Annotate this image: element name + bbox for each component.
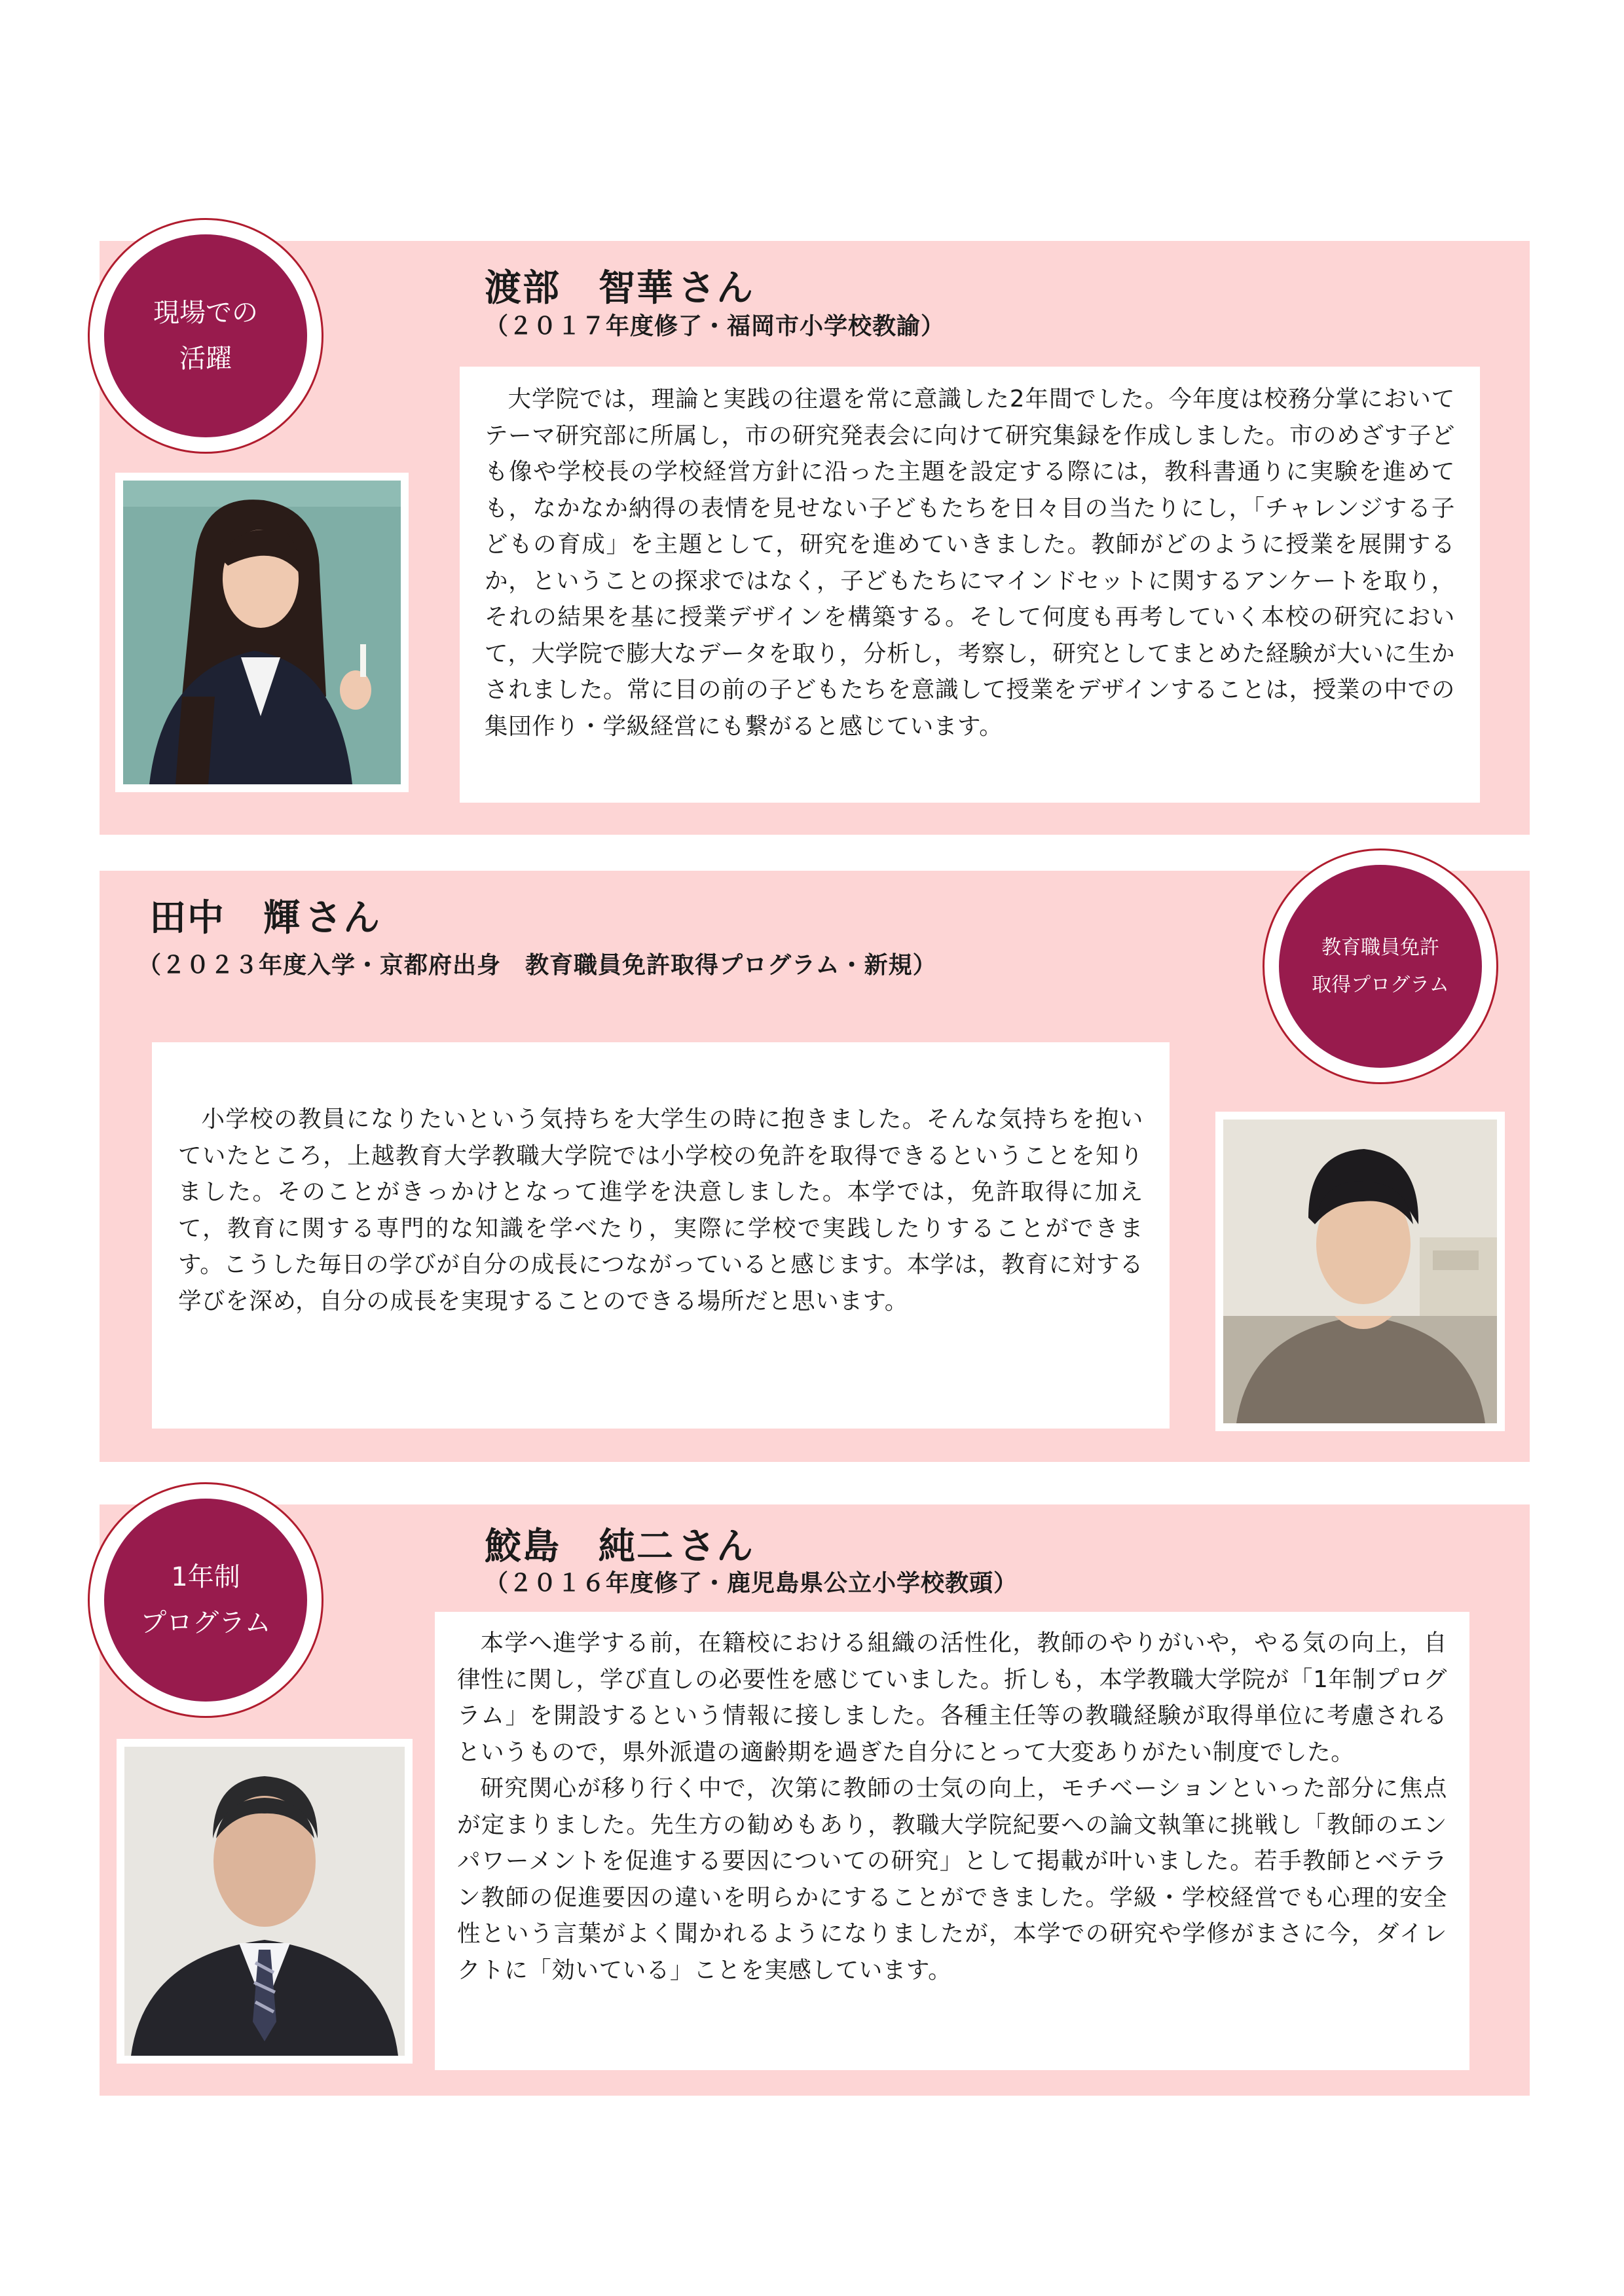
badge-ring bbox=[1263, 848, 1498, 1084]
profile-name: 渡部 智華 さん bbox=[485, 267, 754, 310]
man-in-suit-portrait-photo bbox=[124, 1747, 405, 2056]
badge-line: 現場での bbox=[153, 298, 258, 328]
profile-name: 田中 輝 さん bbox=[149, 897, 381, 939]
profile-text-box bbox=[460, 367, 1480, 803]
profile-paragraph: 大学院では，理論と実践の往還を常に意識した2年間でした。今年度は校務分掌においてテーマ研究部に所属し，市の研究発表会に向けて研究集録を作成しました。市のめざす子ども像や学校長の学校経営方針に沿った主題を設定する際には，教科書通りに実験を進めても，なかなか納得の表情を見せない子どもたちを日々目の当たりにし，「チャレンジする子どもの育成」を主題として，研究を進めていきました。教師がどのように授業を展開するか，ということの探求ではなく，子どもたちにマインドセットに関するアンケートを取り，それの結果を基に授業デザインを構築する。そして何度も再考していく本校の研究において，大学院で膨大なデータを取り，分析し，考察し，研究としてまとめた経験が大いに生かされました。常に目の前の子どもたちを意識して授業をデザインすることは，授業の中での集団作り・学級経営にも繋がると感じています。 bbox=[485, 386, 1455, 740]
badge-line: プログラム bbox=[140, 1608, 271, 1638]
profile-photo-frame bbox=[117, 1739, 413, 2064]
woman-at-chalkboard-photo bbox=[123, 481, 401, 784]
profile-photo-frame bbox=[1215, 1112, 1505, 1431]
profile-subtitle: （２０２３年度入学・京都府出身 教育職員免許取得プログラム・新規） bbox=[138, 952, 937, 979]
badge-teaching-license-program bbox=[1279, 865, 1482, 1068]
profile-text-box bbox=[152, 1042, 1170, 1429]
profile-photo-frame bbox=[115, 473, 409, 792]
profile-text-box bbox=[435, 1612, 1469, 2070]
profile-paragraph: 研究関心が移り行く中で，次第に教師の士気の向上，モチベーションといった部分に焦点が定まりました。先生方の勧めもあり，教職大学院紀要への論文執筆に挑戦し「教師のエンパワーメントを促進する要因についての研究」として掲載が叶いました。若手教師とベテラン教師の促進要因の違いを明らかにすることができました。学級・学校経営でも心理的安全性という言葉がよく聞かれるようになりましたが，本学での研究や学修がまさに今，ダイレクトに「効いている」ことを実感しています。 bbox=[457, 1775, 1447, 1984]
badge-ring bbox=[88, 218, 323, 454]
badge-line: 1年制 bbox=[171, 1562, 240, 1592]
badge-line: 取得プログラム bbox=[1312, 974, 1449, 996]
profile-subtitle: （２０１７年度修了・福岡市小学校教諭） bbox=[485, 313, 946, 340]
badge-line: 活躍 bbox=[179, 344, 232, 374]
badge-field-activity bbox=[104, 234, 307, 437]
young-man-portrait-photo bbox=[1223, 1120, 1497, 1423]
badge-ring bbox=[88, 1482, 323, 1718]
profile-paragraph: 本学へ進学する前，在籍校における組織の活性化，教師のやりがいや，やる気の向上，自律性に関し，学び直しの必要性を感じていました。折しも，本学教職大学院が「1年制プログラム」を開設するという情報に接しました。各種主任等の教職経験が取得単位に考慮されるというもので，県外派遣の適齢期を過ぎた自分にとって大変ありがたい制度でした。 bbox=[457, 1630, 1447, 1766]
profile-subtitle: （２０１６年度修了・鹿児島県公立小学校教頭） bbox=[485, 1570, 1018, 1597]
profile-paragraph: 小学校の教員になりたいという気持ちを大学生の時に抱きました。そんな気持ちを抱いていたところ，上越教育大学教職大学院では小学校の免許を取得できるということを知りました。そのことがきっかけとなって進学を決意しました。本学では，免許取得に加えて，教育に関する専門的な知識を学べたり，実際に学校で実践したりすることができます。こうした毎日の学びが自分の成長につながっていると感じます。本学は，教育に対する学びを深め，自分の成長を実現することのできる場所だと思います。 bbox=[178, 1106, 1143, 1315]
profile-name: 鮫島 純二 さん bbox=[485, 1525, 754, 1568]
badge-one-year-program bbox=[104, 1499, 307, 1702]
badge-line: 教育職員免許 bbox=[1321, 936, 1439, 959]
